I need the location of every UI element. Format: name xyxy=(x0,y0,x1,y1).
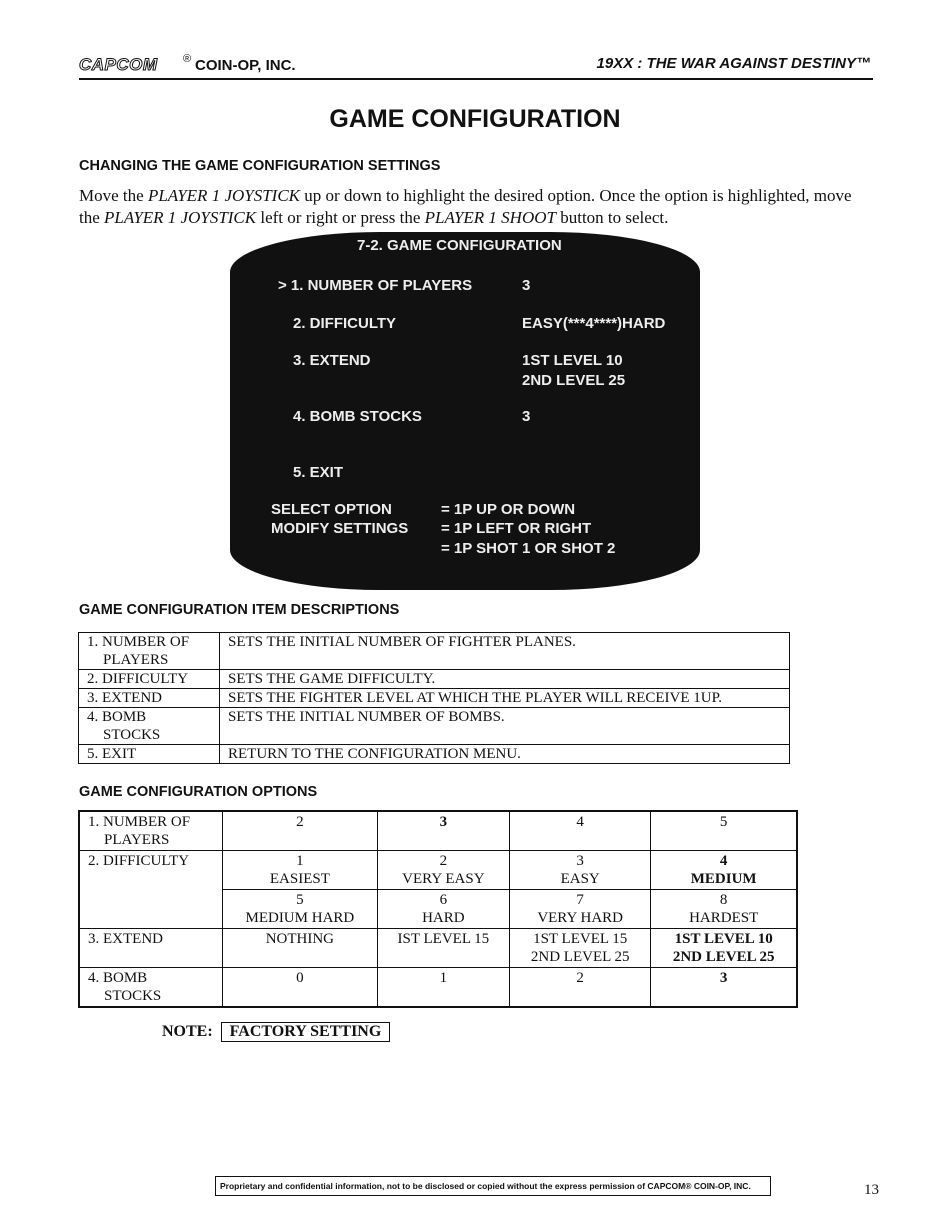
factory-setting-box: FACTORY SETTING xyxy=(221,1022,391,1042)
section-heading-changing-settings: CHANGING THE GAME CONFIGURATION SETTINGS xyxy=(79,158,441,174)
option-number: 6 xyxy=(439,892,448,908)
table-cell xyxy=(651,890,797,929)
table-row xyxy=(79,633,790,670)
table-cell-factory-setting xyxy=(651,929,797,968)
section-heading-item-descriptions: GAME CONFIGURATION ITEM DESCRIPTIONS xyxy=(79,602,400,618)
screen-help-value: = 1P SHOT 1 OR SHOT 2 xyxy=(441,540,616,557)
option-number: 3 xyxy=(576,853,584,869)
document-title: 19XX : THE WAR AGAINST DESTINY™ xyxy=(596,55,871,72)
screen-item-value: 2ND LEVEL 25 xyxy=(522,372,626,389)
table-cell: 3. EXTEND xyxy=(79,689,220,708)
table-cell: 2 xyxy=(223,811,378,851)
item-descriptions-table xyxy=(78,632,790,764)
screen-help-value: = 1P UP OR DOWN xyxy=(441,501,576,518)
table-cell-factory-setting: 3 xyxy=(377,811,509,851)
note-label: NOTE: xyxy=(162,1023,213,1040)
item-name: 1. NUMBER OF xyxy=(88,814,191,830)
table-cell xyxy=(377,890,509,929)
option-number: 7 xyxy=(576,892,584,908)
option-number: 4 xyxy=(719,853,728,869)
item-name: PLAYERS xyxy=(103,652,169,668)
table-cell xyxy=(79,811,223,851)
capcom-logo: CAPCOM xyxy=(79,55,158,74)
table-row xyxy=(79,851,797,890)
option-label: 1ST LEVEL 10 xyxy=(674,931,773,947)
screen-item-label: 3. EXTEND xyxy=(293,352,371,369)
table-cell: SETS THE FIGHTER LEVEL AT WHICH THE PLAYER WILL RECEIVE 1UP. xyxy=(220,689,790,708)
intro-text: left or right or press the xyxy=(256,208,425,227)
intro-emphasis: PLAYER 1 SHOOT xyxy=(424,208,556,227)
company-name: COIN-OP, INC. xyxy=(195,57,296,74)
table-row xyxy=(79,689,790,708)
screen-help-label: SELECT OPTION xyxy=(271,501,392,518)
table-cell xyxy=(223,851,378,890)
screen-item-label: 2. DIFFICULTY xyxy=(293,315,397,332)
config-screen-image xyxy=(230,232,700,590)
registered-mark: ® xyxy=(183,53,192,65)
table-cell: IST LEVEL 15 xyxy=(377,929,509,968)
screen-help-label: MODIFY SETTINGS xyxy=(271,520,409,537)
note xyxy=(162,1022,390,1042)
table-cell: NOTHING xyxy=(223,929,378,968)
item-name: PLAYERS xyxy=(104,832,170,848)
table-row xyxy=(79,968,797,1008)
table-row xyxy=(79,670,790,689)
table-cell xyxy=(79,968,223,1008)
table-cell: 2. DIFFICULTY xyxy=(79,670,220,689)
screen-item-label: 5. EXIT xyxy=(293,464,344,481)
config-options-table xyxy=(78,810,798,1008)
table-cell xyxy=(509,929,650,968)
item-name: 1. NUMBER OF xyxy=(87,634,190,650)
table-cell: 2 xyxy=(509,968,650,1008)
intro-text: up or down to highlight the desired option. Once the option is highlighted, move the xyxy=(79,186,852,227)
option-label: EASY xyxy=(560,871,600,887)
item-name: STOCKS xyxy=(103,727,161,743)
page-title: GAME CONFIGURATION xyxy=(329,105,621,133)
option-label: VERY HARD xyxy=(537,910,624,926)
option-label: MEDIUM xyxy=(690,871,757,887)
table-cell: SETS THE INITIAL NUMBER OF FIGHTER PLANES. xyxy=(220,633,790,670)
page-header xyxy=(79,52,873,80)
screen-title: 7-2. GAME CONFIGURATION xyxy=(357,237,562,254)
table-cell: 3. EXTEND xyxy=(79,929,223,968)
option-label: 1ST LEVEL 15 xyxy=(533,931,628,947)
table-row xyxy=(79,811,797,851)
intro-text: Move the xyxy=(79,186,148,205)
option-label: HARD xyxy=(422,910,465,926)
option-label: EASIEST xyxy=(269,871,330,887)
option-label: MEDIUM HARD xyxy=(245,910,355,926)
table-row xyxy=(79,929,797,968)
intro-emphasis: PLAYER 1 JOYSTICK xyxy=(147,186,301,205)
option-number: 5 xyxy=(296,892,304,908)
table-cell: 4 xyxy=(509,811,650,851)
option-label: VERY EASY xyxy=(402,871,485,887)
table-cell-factory-setting: 3 xyxy=(651,968,797,1008)
table-cell xyxy=(509,890,650,929)
item-name: 4. BOMB xyxy=(88,970,148,986)
table-cell: 0 xyxy=(223,968,378,1008)
table-cell xyxy=(223,890,378,929)
table-cell: 5 xyxy=(651,811,797,851)
table-row xyxy=(79,708,790,745)
screen-item-value: 3 xyxy=(522,408,531,425)
section-heading-config-options: GAME CONFIGURATION OPTIONS xyxy=(79,784,318,800)
option-label: 2ND LEVEL 25 xyxy=(672,949,775,965)
option-number: 8 xyxy=(719,892,728,908)
table-cell: 1 xyxy=(377,968,509,1008)
table-cell: 2. DIFFICULTY xyxy=(79,851,223,929)
table-cell xyxy=(377,851,509,890)
table-cell: SETS THE INITIAL NUMBER OF BOMBS. xyxy=(220,708,790,745)
option-label: HARDEST xyxy=(689,910,759,926)
item-name: 4. BOMB xyxy=(87,709,147,725)
table-cell-factory-setting xyxy=(651,851,797,890)
intro-emphasis: PLAYER 1 JOYSTICK xyxy=(104,208,257,227)
intro-paragraph xyxy=(79,185,869,229)
table-cell: SETS THE GAME DIFFICULTY. xyxy=(220,670,790,689)
screen-item-label: > 1. NUMBER OF PLAYERS xyxy=(278,277,473,294)
screen-item-value: 3 xyxy=(522,277,531,294)
option-number: 1 xyxy=(296,853,304,869)
table-cell xyxy=(509,851,650,890)
screen-item-value: EASY(***4****)HARD xyxy=(522,315,666,332)
screen-item-label: 4. BOMB STOCKS xyxy=(293,408,422,425)
table-cell xyxy=(79,708,220,745)
confidentiality-footer: Proprietary and confidential information, not to be disclosed or copied without the express permission of CAPCOM® COIN-OP, INC. xyxy=(215,1176,771,1196)
intro-text: button to select. xyxy=(555,208,669,227)
option-number: 2 xyxy=(439,853,448,869)
item-name: STOCKS xyxy=(104,988,162,1004)
screen-item-value: 1ST LEVEL 10 xyxy=(522,352,623,369)
page-number: 13 xyxy=(864,1182,879,1198)
table-row xyxy=(79,745,790,764)
screen-help-value: = 1P LEFT OR RIGHT xyxy=(441,520,592,537)
table-cell xyxy=(79,633,220,670)
table-cell: RETURN TO THE CONFIGURATION MENU. xyxy=(220,745,790,764)
option-label: 2ND LEVEL 25 xyxy=(530,949,630,965)
table-cell: 5. EXIT xyxy=(79,745,220,764)
